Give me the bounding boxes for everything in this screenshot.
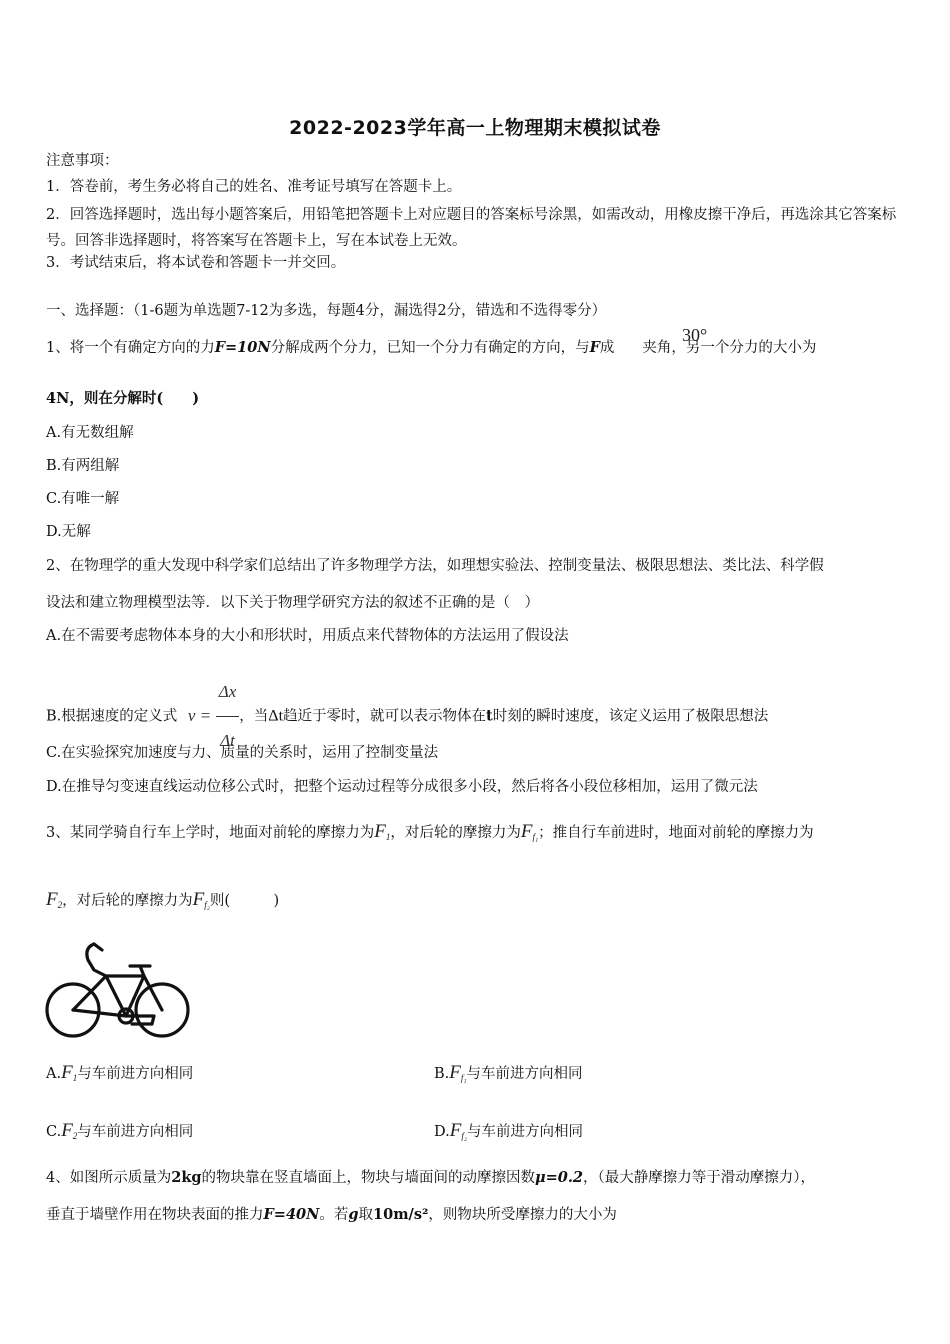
q3-text-a: 3、某同学骑自行车上学时，地面对前轮的摩擦力为 <box>46 825 375 841</box>
q1-text-b: 分解成两个分力，已知一个分力有确定的方向，与 <box>270 340 590 356</box>
formula-numerator: Δx <box>216 668 240 717</box>
q3-text-c: ；推自行车前进时，地面对前轮的摩擦力为 <box>538 825 814 841</box>
notice-item-1: 1．答卷前，考生务必将自己的姓名、准考证号填写在答题卡上。 <box>46 179 462 195</box>
formula-denominator: Δt <box>220 731 235 750</box>
q1-option-c: C.有唯一解 <box>46 491 120 507</box>
q1-angle: 30° <box>682 325 708 345</box>
q2-delta-t: Δt <box>268 707 284 725</box>
notice-item-3: 3．考试结束后，将本试卷和答题卡一并交回。 <box>46 255 346 271</box>
q2-optb-text-a: B.根据速度的定义式 <box>46 708 178 725</box>
q2-optb-text-c: 趋近于零时，就可以表示物体在 <box>283 708 487 725</box>
bicycle-figure <box>44 938 194 1044</box>
q1-force: F=10N <box>214 339 271 356</box>
q1-option-d: D.无解 <box>46 524 91 540</box>
question-3-line-1 <box>46 822 814 847</box>
notice-heading: 注意事项： <box>46 153 119 169</box>
q2-option-c: C.在实验探究加速度与力、质量的关系时，运用了控制变量法 <box>46 745 439 761</box>
q1-option-a: A.有无数组解 <box>46 425 134 441</box>
q3-option-a: $A.F_1$与车前进方向相同 <box>46 1062 194 1083</box>
q3-text-b: ，对后轮的摩擦力为 <box>390 825 521 841</box>
q2-optb-text-b: ，当 <box>239 708 269 725</box>
question-3-line-2 <box>46 890 279 915</box>
q1-text-d: 夹角，另一个分力的大小为 <box>642 340 817 356</box>
q3-f2-symbol: $F_2$ <box>46 889 63 910</box>
q3-ff2-symbol: $F_{f_2}$ <box>192 889 210 910</box>
question-4-line-2: 垂直于墙壁作用在物块表面的推力F=40N。若g取10m/s²，则物块所受摩擦力的大小为 <box>46 1206 617 1223</box>
q2-t: t <box>486 707 493 725</box>
q3-text-e: 则( ) <box>209 893 280 909</box>
question-2-line-1: 2、在物理学的重大发现中科学家们总结出了许多物理学方法，如理想实验法、控制变量法、极限思想法、类比法、科学假 <box>46 558 824 574</box>
q2-option-a: A.在不需要考虑物体本身的大小和形状时，用质点来代替物体的方法运用了假设法 <box>46 628 569 644</box>
q3-option-c: $C.F_2$与车前进方向相同 <box>46 1120 194 1141</box>
section-header: 一、选择题：（1-6题为单选题7-12为多选，每题4分，漏选得2分，错选和不选得零分） <box>46 303 607 319</box>
question-1-line-2: 4N，则在分解时( ) <box>46 390 200 407</box>
q3-option-b: $B.F_{f_1}$与车前进方向相同 <box>434 1062 583 1083</box>
q1-text-c: 成 <box>599 340 615 356</box>
question-2-line-2: 设法和建立物理模型法等．以下关于物理学研究方法的叙述不正确的是（ ） <box>46 595 539 611</box>
frame-top <box>73 976 162 1010</box>
q3-option-d: $D.F_{f_2}$与车前进方向相同 <box>434 1120 583 1141</box>
question-4-line-1: 4、如图所示质量为2kg的物块靠在竖直墙面上，物块与墙面间的动摩擦因数μ=0.2，（最大静摩擦力等于滑动摩擦力）， <box>46 1169 816 1186</box>
page-title: 2022-2023学年高一上物理期末模拟试卷 <box>289 117 661 139</box>
q1-text-a: 1、将一个有确定方向的力 <box>46 340 215 356</box>
q1-option-b: B.有两组解 <box>46 458 120 474</box>
q3-ff1-symbol: $F_{f_1}$ <box>520 821 539 842</box>
handlebar <box>87 944 106 976</box>
q1-f: F <box>589 339 600 356</box>
q3-text-d: ，对后轮的摩擦力为 <box>62 893 193 909</box>
notice-item-2: 2．回答选择题时，选出每小题答案后，用铅笔把答题卡上对应题目的答案标号涂黑，如需改动，用橡皮擦干净后，再选涂其它答案标号。回答非选择题时，将答案写在答题卡上，写在本试卷上无效。 <box>46 207 897 249</box>
q2-formula-lhs: v = <box>187 705 212 725</box>
q2-optb-text-d: 时刻的瞬时速度，该定义运用了极限思想法 <box>492 708 769 725</box>
handlebar-grip <box>94 944 102 950</box>
q3-f1-symbol: $F_1$ <box>374 821 391 842</box>
q2-option-d: D.在推导匀变速直线运动位移公式时，把整个运动过程等分成很多小段，然后将各小段位移相加，运用了微元法 <box>46 779 758 795</box>
